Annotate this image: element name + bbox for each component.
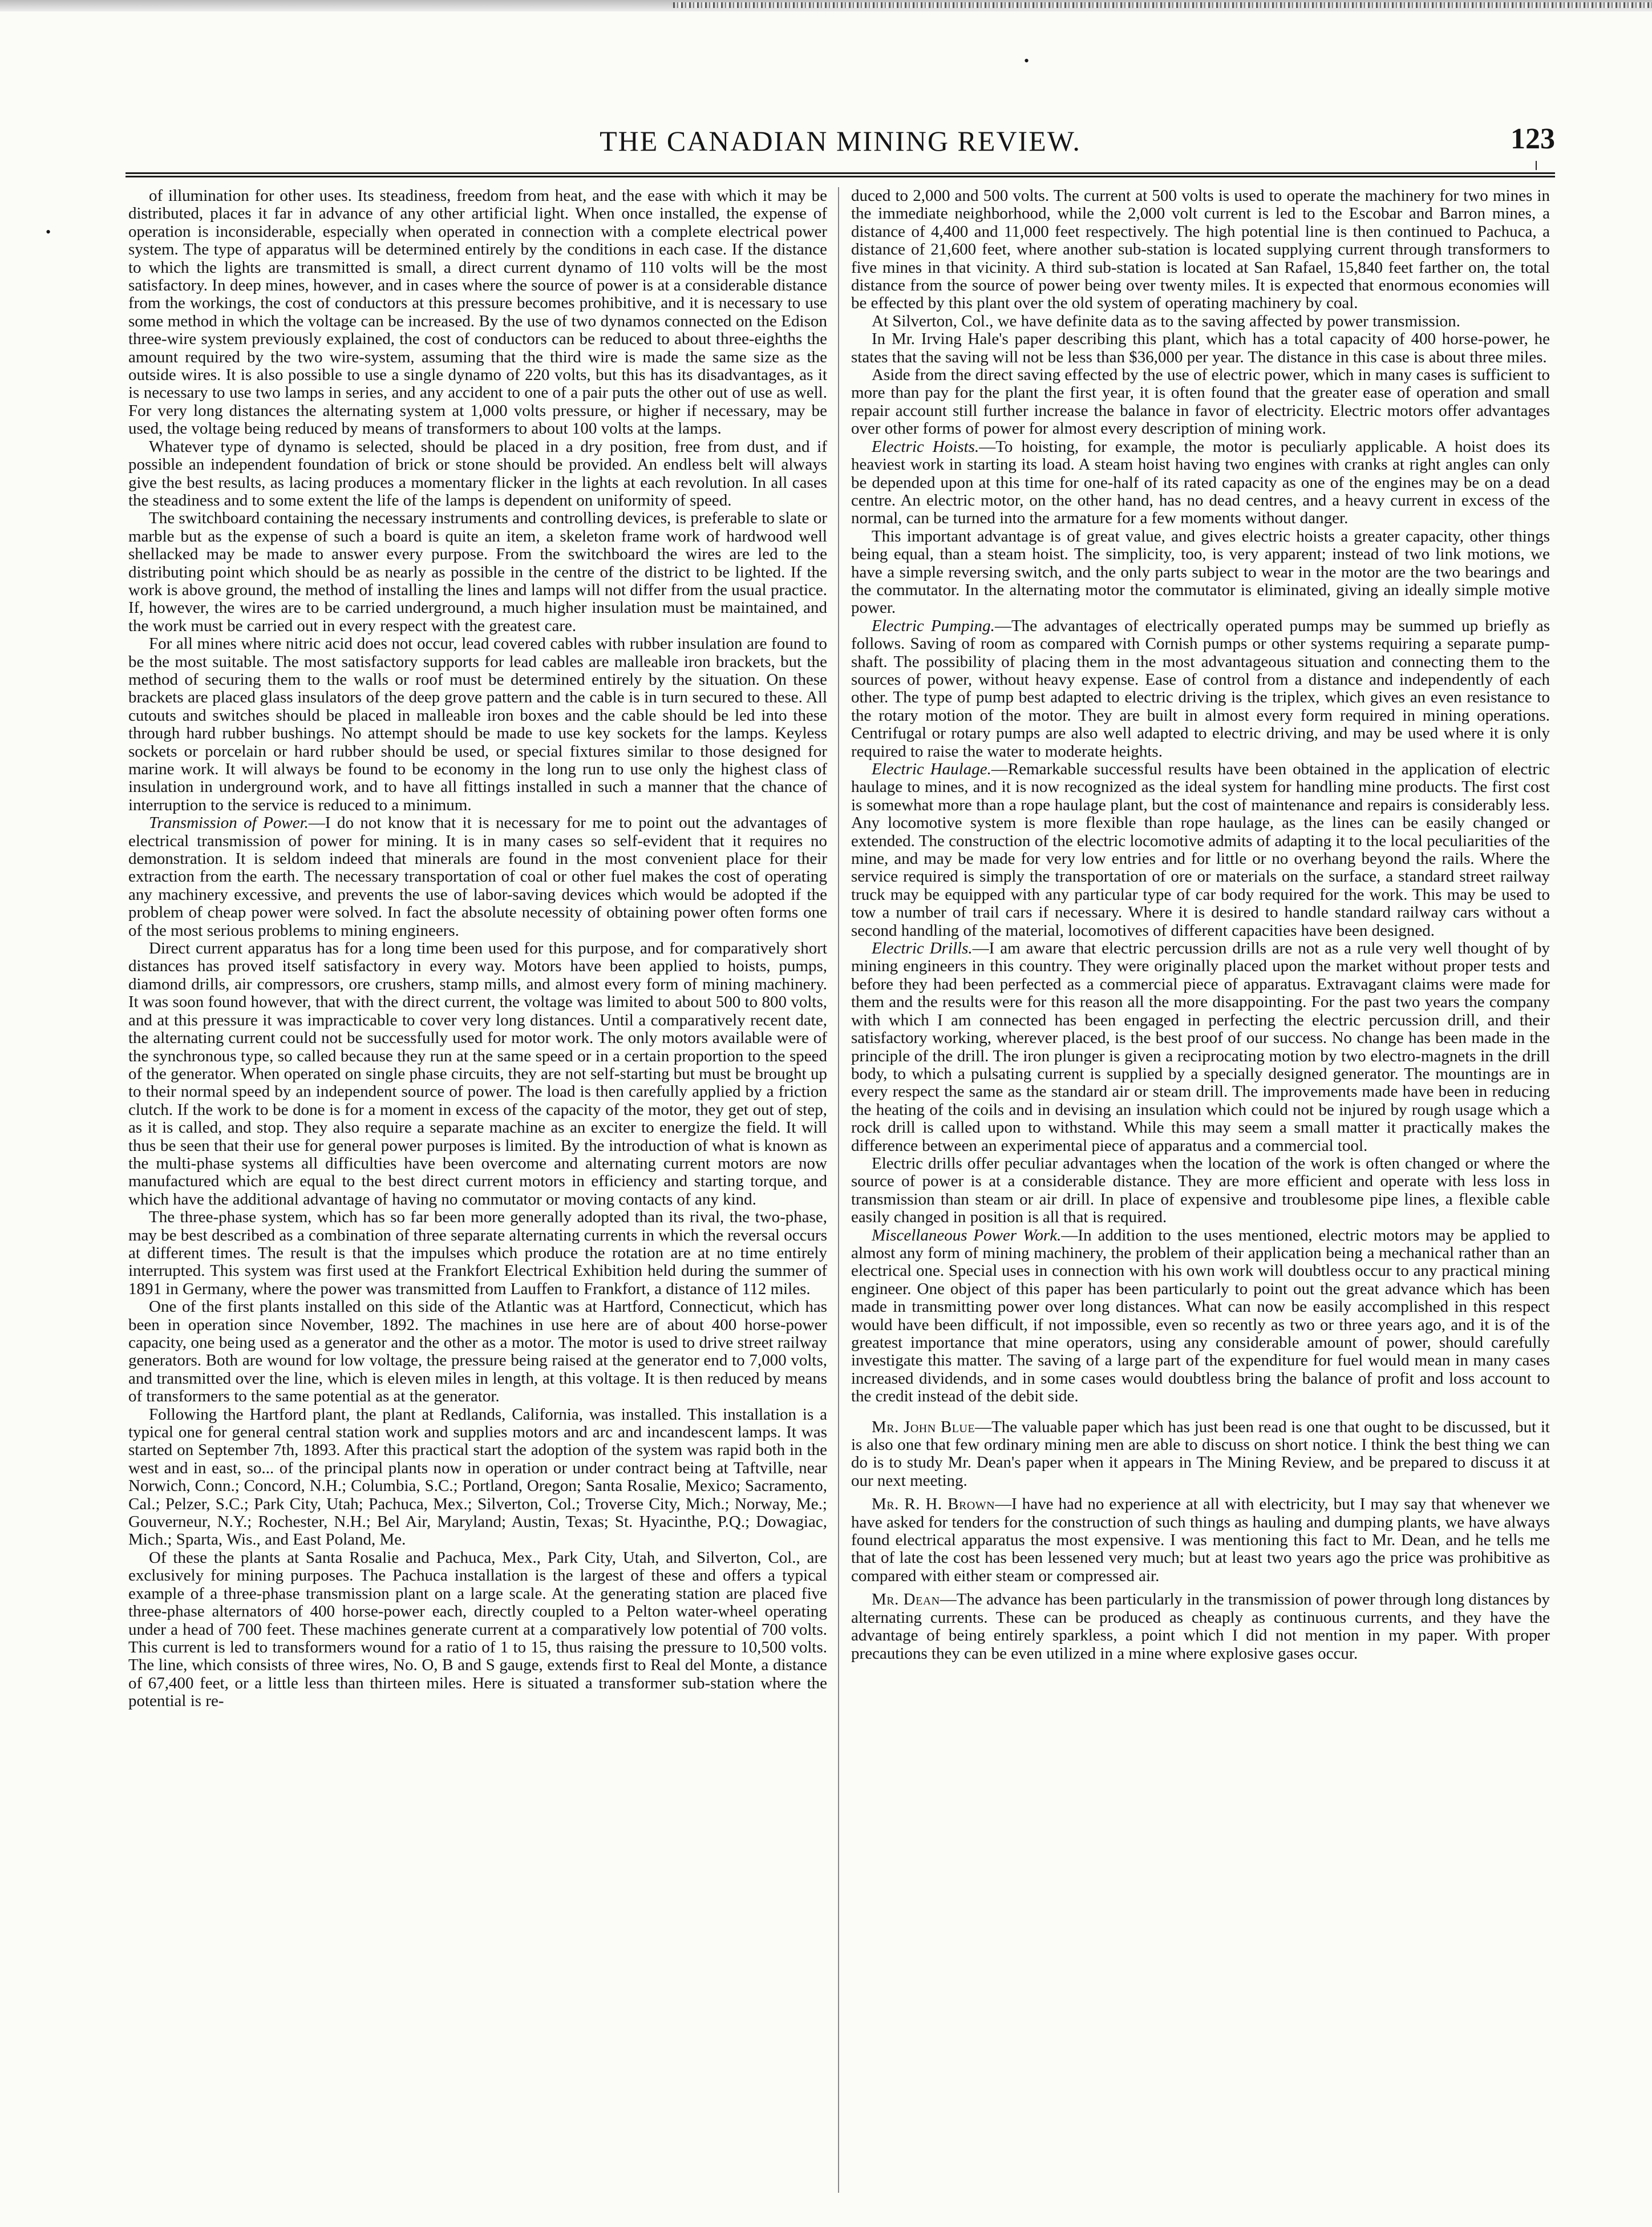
paragraph-text: duced to 2,000 and 500 volts. The current at 500 volts is used to operate the machinery for two mines in the immediate neighborhood, while the 2,000 volt current is led to the Escobar and Barron mines, a distance of 4,400 and 11,000 feet respectively. The high potential line is then continued to Pachuca, a distance of 21,600 feet, where another sub-station is located supplying current through transformers to five mines in that vicinity. A third sub-station is located at San Rafael, 15,840 feet farther on, the total distance from the source of power being over twenty miles. It is expected that enormous economies will be effected by this plant over the old system of operating machinery by coal. — [851, 187, 1550, 313]
header-double-rule — [125, 172, 1555, 177]
paragraph-text: —I am aware that electric percussion drills are not as a rule very well thought of by mining engineers in this country. They were originally placed upon the market without proper tests and before they had been perfected as a commercial piece of apparatus. Extravagant claims were made for them and the results were for this reason all the more disappointing. For the past two years the company with which I am connected has been engaged in perfecting the electric percussion drill, and their satisfactory working, wherever placed, is the best proof of our success. No change has been made in the principle of the drill. The iron plunger is given a reciprocating motion by two electro-magnets in the drill body, to which a pulsating current is supplied by a specially designed generator. The mountings are in every respect the same as the standard air or steam drill. The improvements made have been in reducing the heating of the coils and in devising an insulation which could not be injured by rough usage which a rock drill is called upon to withstand. While this may seem a small matter it practically makes the difference between an experimental piece of apparatus and a commercial tool. — [851, 939, 1550, 1155]
discussion-remark — [851, 1496, 1550, 1585]
section-subheading: Electric Haulage. — [872, 760, 991, 778]
paragraph-text: —The advance has been particularly in the transmission of power through long distances by alternating currents. These can be produced as cheaply as continuous currents, and they have the advantage of being entirely sparkless, a point which I did not mention in my paper. With proper precautions they can be even utilized in a mine where explosive gases occur. — [851, 1590, 1550, 1663]
paragraph — [128, 1406, 827, 1549]
paragraph — [128, 1549, 827, 1711]
paragraph-text: —The advantages of electrically operated pumps may be summed up briefly as follows. Saving of room as compared with Cornish pumps or other systems requiring a separate pump-shaft. The possibility of placing them in the most advantageous situation and connecting them to the sources of power, without heavy expense. Ease of control from a distance and independently of each other. The type of pump best adapted to electric driving is the triplex, which gives an even resistance to the rotary motion of the motor. They are built in almost every form required in mining operations. Centrifugal or rotary pumps are also well adapted to electric driving, and may be used where it is only required to raise the water to moderate heights. — [851, 616, 1550, 761]
paragraph-text: Following the Hartford plant, the plant at Redlands, California, was installed. This installation is a typical one for general central station work and supplies motors and arc and incandescent lamps. It was started on September 7th, 1893. After this practical start the adoption of the system was rapid both in the west and in east, so... of the principal plants now in operation or under contract being at Taftville, near Norwich, Conn.; Concord, N.H.; Columbia, S.C.; Portland, Oregon; Santa Rosalie, Mexico; Sacramento, Cal.; Pelzer, S.C.; Park City, Utah; Pachuca, Mex.; Silverton, Col.; Troverse City, Mich.; Norway, Me.; Gouverneur, N.Y.; Rochester, N.H.; Bel Air, Maryland; Austin, Texas; St. Hyacinthe, P.Q.; Dowagiac, Mich.; Sparta, Wis., and East Poland, Me. — [128, 1405, 827, 1549]
paragraph-text: For all mines where nitric acid does not occur, lead covered cables with rubber insulation are found to be the most suitable. The most satisfactory supports for lead cables are malleable iron brackets, but the method of securing them to the walls or roof must be determined entirely by the situation. On these brackets are placed glass insulators of the deep grove pattern and the cable is in turn secured to these. All cutouts and switches should be placed in malleable iron boxes and the cable should be led into these through hard rubber bushings. No attempt should be made to use key sockets for the lamps. Keyless sockets or porcelain or hard rubber should be used, or special fixtures similar to those designed for marine work. It will always be found to be economy in the long run to use only the highest class of insulation in underground work, and to have all fittings installed in such a manner that the chance of interruption to the service is reduced to a minimum. — [128, 634, 827, 814]
paragraph-text: Whatever type of dynamo is selected, should be placed in a dry position, free from dust, and if possible an independent foundation of brick or stone should be provided. An endless belt will always give the best results, as lacing produces a momentary flicker in the lights at each revolution. In all cases the steadiness and to some extent the life of the lamps is dependent on uniformity of speed. — [128, 437, 827, 510]
journal-title: THE CANADIAN MINING REVIEW. — [600, 125, 1081, 157]
paragraph — [851, 940, 1550, 1155]
paragraph-text: —In addition to the uses mentioned, electric motors may be applied to almost any form of mining machinery, the problem of their application being a mechanical rather than an electrical one. Special uses in connection with his own work will doubtless occur to any practical mining engineer. One object of this paper has been particularly to point out the great advance which has been made in transmitting power over long distances. What can now be easily accomplished in this respect would have been difficult, if not impossible, even so recently as two or three years ago, and it is of the greatest importance that mine operators, using any considerable amount of power, should carefully investigate this matter. The saving of a large part of the expenditure for fuel would mean in many cases increased dividends, and in some cases would doubtless bring the balance of profit and loss account to the credit instead of the debit side. — [851, 1226, 1550, 1406]
paragraph-text: —The valuable paper which has just been read is one that ought to be discussed, but it is also one that few ordinary mining men are able to discuss on short notice. I think the best thing we can do is to study Mr. Dean's paper when it appears in The Mining Review, and be prepared to discuss it at our next meeting. — [851, 1417, 1550, 1490]
paragraph-text: In Mr. Irving Hale's paper describing this plant, which has a total capacity of 400 horse-power, he states that the saving will not be less than $36,000 per year. The distance in this case is about three miles. — [851, 330, 1550, 366]
paragraph — [851, 313, 1550, 330]
paragraph — [128, 635, 827, 814]
speaker-name: Mr. Dean — [872, 1590, 940, 1609]
section-subheading: Electric Hoists. — [872, 437, 979, 456]
paragraph-text: Aside from the direct saving effected by the use of electric power, which in many cases is sufficient to more than pay for the plant the first year, it is often found that the greater ease of operation and small repair account still further increase the balance in favor of electricity. Electric motors offer advantages over other forms of power for almost every description of mining work. — [851, 366, 1550, 438]
section-subheading: Electric Pumping. — [872, 616, 995, 635]
margin-ink-mark: • — [46, 224, 51, 240]
stray-ink-mark: • — [1024, 52, 1030, 69]
paragraph-text: —To hoisting, for example, the motor is peculiarly applicable. A hoist does its heaviest work in starting its load. A steam hoist having two engines with cranks at right angles can only be depended upon at this time for one-half of its rated capacity as one of the engines may be on a dead centre. An electric motor, on the other hand, has no dead centres, and a heavy current in excess of the normal, can be turned into the armature for a few moments without danger. — [851, 437, 1550, 528]
paragraph — [851, 1227, 1550, 1406]
paragraph-text: —Remarkable successful results have been obtained in the application of electric haulage to mines, and it is now recognized as the ideal system for handling mine products. The first cost is somewhat more than a rope haulage plant, but the cost of maintenance and repairs is considerably less. Any locomotive system is more flexible than rope haulage, as the lines can be easily changed or extended. The construction of the electric locomotive admits of adapting it to the local peculiarities of the mine, and may be made for very low entries and for little or no overhang beyond the rails. Where the service required is simply the transportation of ore or materials on the surface, a standard street railway truck may be equipped with any particular type of car body required for the work. This may be used to tow a number of trail cars if necessary. Where it is desired to handle standard railway cars without a second handling of the material, locomotives of different capacities have been designed. — [851, 760, 1550, 940]
speaker-name: Mr. John Blue — [872, 1417, 975, 1436]
head-tick-mark — [1536, 161, 1537, 170]
paragraph-text: At Silverton, Col., we have definite data as to the saving affected by power transmission. — [872, 312, 1460, 330]
right-text-column — [851, 187, 1550, 2207]
paragraph — [128, 940, 827, 1209]
paragraph-text: of illumination for other uses. Its steadiness, freedom from heat, and the ease with which it may be distributed, places it far in advance of any other artificial light. When once installed, the expense of operation is inconsiderable, especially when operated in connection with a complete electrical power system. The type of apparatus will be determined entirely by the conditions in each case. If the distance to which the lights are transmitted is small, a direct current dynamo of 110 volts will be the most satisfactory. In deep mines, however, and in cases where the source of power is at a considerable distance from the workings, the cost of conductors at this pressure becomes prohibitive, and it is necessary to use some method in which the voltage can be increased. By the use of two dynamos connected on the Edison three-wire system previously explained, the cost of conductors can be reduced to about three-eighths the amount required by the two wire-system, assuming that the third wire is made the same size as the outside wires. It is also possible to use a single dynamo of 220 volts, but this has its disadvantages, as it is necessary to use two lamps in series, and any accident to one of a pair puts the other out of use as well. For very long distances the alternating system at 1,000 volts pressure, or higher if necessary, may be used, the voltage being reduced by means of transformers to about 100 volts at the lamps. — [128, 187, 827, 438]
paragraph — [851, 761, 1550, 940]
paragraph — [128, 814, 827, 940]
discussion-remark — [851, 1591, 1550, 1663]
paragraph — [851, 1155, 1550, 1227]
discussion-remark — [851, 1418, 1550, 1490]
paragraph-text: —I have had no experience at all with electricity, but I may say that whenever we have asked for tenders for the construction of such things as hauling and dumping plants, we have always found electrical apparatus the most expensive. I was mentioning this fact to Mr. Dean, and he tells me that of late the cost has been lessened very much; but at least two years ago the price was prohibitive as compared with either steam or compressed air. — [851, 1495, 1550, 1585]
paragraph — [851, 438, 1550, 528]
article-continuation — [851, 187, 1550, 1406]
paragraph-text: The switchboard containing the necessary instruments and controlling devices, is preferable to slate or marble but as the expense of such a board is quite an item, a skeleton frame work of hardwood well shellacked may be made to answer every purpose. From the switchboard the wires are led to the distributing point which should be as nearly as possible in the centre of the district to be lighted. If the work is above ground, the method of installing the lines and lamps will not differ from the usual practice. If, however, the wires are to be carried underground, a much higher insulation must be maintained, and the work must be carried out in every respect with the greatest care. — [128, 509, 827, 635]
paragraph — [128, 1298, 827, 1405]
paragraph-text: —I do not know that it is necessary for me to point out the advantages of electrical transmission of power for mining. It is in many cases so self-evident that it requires no demonstration. It is seldom indeed that minerals are found in the most convenient place for their extraction from the earth. The necessary transportation of coal or other fuel makes the cost of operating any machinery excessive, and prevents the use of labor-saving devices which would be adopted if the problem of cheap power were solved. In fact the absolute necessity of obtaining power often forms one of the most serious problems to mining engineers. — [128, 814, 827, 940]
column-divider — [838, 187, 839, 2193]
paragraph-text: The three-phase system, which has so far been more generally adopted than its rival, the two-phase, may be best described as a combination of three separate alternating currents in which the reversal occurs at different times. The result is that the impulses which produce the rotation are at no time entirely interrupted. This system was first used at the Frankfort Electrical Exhibition held during the summer of 1891 in Germany, where the power was transmitted from Lauffen to Frankfort, a distance of 112 miles. — [128, 1208, 827, 1298]
paragraph — [128, 187, 827, 438]
paragraph — [128, 1209, 827, 1298]
paragraph-text: One of the first plants installed on this side of the Atlantic was at Hartford, Connecticut, which has been in operation since November, 1892. The machines in use here are of about 400 horse-power capacity, one being used as a generator and the other as a motor. The motor is used to drive street railway generators. Both are wound for low voltage, the pressure being raised at the generator end to 7,000 volts, and transmitted over the line, which is eleven miles in length, at this voltage. It is then reduced by means of transformers to the same potential as at the generator. — [128, 1298, 827, 1406]
discussion-section — [851, 1418, 1550, 1663]
paragraph — [128, 510, 827, 635]
paragraph-text: This important advantage is of great value, and gives electric hoists a greater capacity, other things being equal, than a steam hoist. The simplicity, too, is very apparent; instead of two link motions, we have a simple reversing switch, and the only parts subject to wear in the motor are the two bearings and the commutator. In the alternating motor the commutator is eliminated, giving an ideally simple motive power. — [851, 527, 1550, 617]
running-head — [125, 124, 1555, 164]
paragraph-text: Direct current apparatus has for a long time been used for this purpose, and for comparatively short distances has proved itself satisfactory in every way. Motors have been applied to hoists, pumps, diamond drills, air compressors, ore crushers, stamp mills, and almost every form of mining machinery. It was soon found however, that with the direct current, the voltage was limited to about 500 to 800 volts, and at this pressure it was impracticable to cover very long distances. Until a comparatively recent date, the alternating current could not be successfully used for motor work. The only motors available were of the synchronous type, so called because they run at the same speed or in a certain proportion to the speed of the generator. When operated on single phase circuits, they are not self-starting but must be brought up to their normal speed by an independent source of power. The load is then carefully applied by a friction clutch. If the work to be done is for a moment in excess of the capacity of the motor, they get out of step, as it is called, and stop. They also require a separate machine as an exciter to energize the field. It will thus be seen that their use for general power purposes is limited. By the introduction of what is known as the multi-phase systems all difficulties have been overcome and alternating current motors are now manufactured which are equal to the best direct current motors in efficiency and starting torque, and which have the additional advantage of having no commutator or moving contacts of any kind. — [128, 939, 827, 1209]
paragraph — [851, 528, 1550, 617]
section-subheading: Transmission of Power. — [149, 814, 309, 832]
scan-top-border — [0, 0, 1652, 11]
page-number: 123 — [1511, 123, 1555, 155]
paragraph — [851, 617, 1550, 761]
paragraph — [851, 187, 1550, 313]
paragraph-text: Of these the plants at Santa Rosalie and Pachuca, Mex., Park City, Utah, and Silverton, Col., are exclusively for mining purposes. The Pachuca installation is the largest of these and offers a typical example of a three-phase transmission plant on a large scale. At the generating station are placed five three-phase alternators of 400 horse-power each, directly coupled to a Pelton water-wheel operating under a head of 700 feet. These machines generate current at a comparatively low potential of 700 volts. This current is led to transformers wound for a ratio of 1 to 15, thus raising the pressure to 10,500 volts. The line, which consists of three wires, No. O, B and S gauge, extends first to Real del Monte, a distance of 67,400 feet, or a little less than thirteen miles. Here is situated a transformer sub-station where the potential is re- — [128, 1548, 827, 1711]
paragraph — [851, 330, 1550, 366]
speaker-name: Mr. R. H. Brown — [872, 1495, 995, 1514]
paragraph-text: Electric drills offer peculiar advantages when the location of the work is often changed or where the source of power is at a considerable distance. They are more efficient and operate with less loss in transmission than steam or air drill. In place of expensive and troublesome pipe lines, a flexible cable easily changed in position is all that is required. — [851, 1154, 1550, 1227]
paragraph — [851, 366, 1550, 438]
left-text-column — [128, 187, 827, 2207]
section-subheading: Electric Drills. — [872, 939, 973, 958]
section-subheading: Miscellaneous Power Work. — [872, 1226, 1062, 1244]
paragraph — [128, 438, 827, 510]
